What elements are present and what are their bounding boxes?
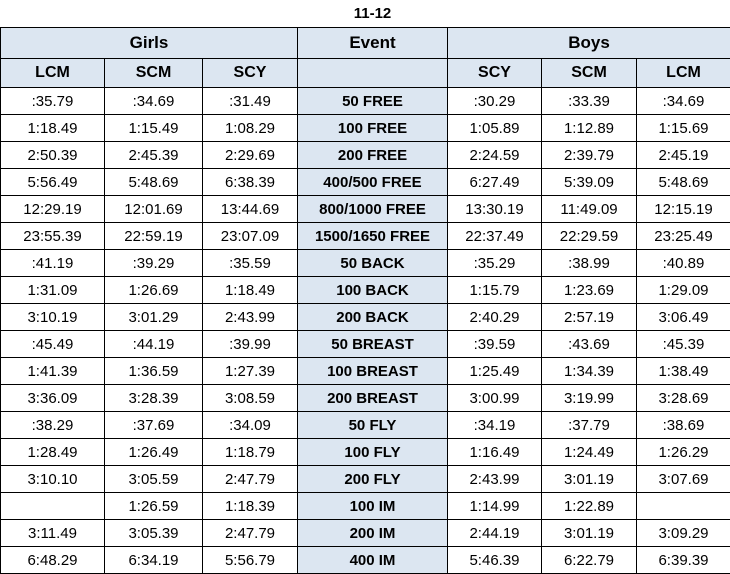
column-header-boys-scm: SCM [542,59,637,88]
girls-time-cell: 2:47.79 [203,466,298,493]
boys-time-cell: :35.29 [448,250,542,277]
girls-time-cell: 3:01.29 [105,304,203,331]
table-row [1,142,730,169]
girls-time-cell: 6:48.29 [1,547,105,574]
event-name-cell: 50 BACK [298,250,448,277]
boys-time-cell: 2:44.19 [448,520,542,547]
girls-time-cell: 3:05.39 [105,520,203,547]
table-row [1,88,730,115]
event-name-cell: 200 FREE [298,142,448,169]
event-name-cell: 1500/1650 FREE [298,223,448,250]
boys-time-cell: 5:48.69 [637,169,730,196]
girls-time-cell: 2:50.39 [1,142,105,169]
event-name-cell: 100 BACK [298,277,448,304]
event-name-cell: 400/500 FREE [298,169,448,196]
boys-time-cell: :38.99 [542,250,637,277]
boys-time-cell: 1:23.69 [542,277,637,304]
event-name-cell: 100 BREAST [298,358,448,385]
event-name-cell: 50 FREE [298,88,448,115]
boys-time-cell: 1:15.79 [448,277,542,304]
table-row [1,277,730,304]
girls-time-cell: 3:10.10 [1,466,105,493]
boys-time-cell: 2:40.29 [448,304,542,331]
title-spacer-right-2 [542,0,637,28]
girls-time-cell: :44.19 [105,331,203,358]
event-name-cell: 200 BACK [298,304,448,331]
event-name-cell: 100 IM [298,493,448,520]
girls-time-cell: 23:07.09 [203,223,298,250]
girls-time-cell: 3:05.59 [105,466,203,493]
boys-time-cell: 22:29.59 [542,223,637,250]
girls-time-cell: 2:45.39 [105,142,203,169]
girls-time-cell: 1:18.49 [1,115,105,142]
title-spacer-right-3 [637,0,730,28]
boys-time-cell: 1:24.49 [542,439,637,466]
column-header-row [1,59,730,88]
girls-time-cell: :31.49 [203,88,298,115]
girls-time-cell: 23:55.39 [1,223,105,250]
boys-time-cell [637,493,730,520]
girls-time-cell: :37.69 [105,412,203,439]
boys-time-cell: :43.69 [542,331,637,358]
boys-time-cell: 3:00.99 [448,385,542,412]
table-row [1,250,730,277]
boys-time-cell: :30.29 [448,88,542,115]
girls-time-cell: :35.59 [203,250,298,277]
boys-time-cell: 1:29.09 [637,277,730,304]
title-spacer-right-1 [448,0,542,28]
table-row [1,439,730,466]
table-row [1,412,730,439]
boys-time-cell: 3:06.49 [637,304,730,331]
boys-time-cell: 3:28.69 [637,385,730,412]
girls-time-cell: 2:43.99 [203,304,298,331]
girls-time-cell: 1:26.69 [105,277,203,304]
girls-time-cell: 1:41.39 [1,358,105,385]
table-row [1,304,730,331]
table-row [1,196,730,223]
girls-time-cell: 1:27.39 [203,358,298,385]
boys-time-cell: 11:49.09 [542,196,637,223]
page-title: 11-12 [298,0,448,28]
girls-time-cell: 1:15.49 [105,115,203,142]
boys-time-cell: 23:25.49 [637,223,730,250]
boys-time-cell: :34.69 [637,88,730,115]
boys-time-cell: :40.89 [637,250,730,277]
boys-time-cell: :37.79 [542,412,637,439]
title-spacer-left-2 [105,0,203,28]
boys-time-cell: 1:16.49 [448,439,542,466]
boys-time-cell: 2:39.79 [542,142,637,169]
boys-time-cell: 1:22.89 [542,493,637,520]
girls-time-cell: 3:28.39 [105,385,203,412]
boys-time-cell: 2:43.99 [448,466,542,493]
boys-time-cell: 3:19.99 [542,385,637,412]
girls-time-cell: 1:28.49 [1,439,105,466]
boys-time-cell: 2:45.19 [637,142,730,169]
table-row [1,169,730,196]
girls-time-cell: 5:48.69 [105,169,203,196]
column-header-boys-lcm: LCM [637,59,730,88]
table-row [1,520,730,547]
table-body [1,0,730,574]
group-header-boys: Boys [448,28,730,59]
title-row [1,0,730,28]
event-name-cell: 200 IM [298,520,448,547]
girls-time-cell: 6:34.19 [105,547,203,574]
girls-time-cell: 22:59.19 [105,223,203,250]
boys-time-cell: 2:24.59 [448,142,542,169]
title-spacer-left-1 [1,0,105,28]
table-row [1,385,730,412]
boys-time-cell: 1:26.29 [637,439,730,466]
girls-time-cell: :34.69 [105,88,203,115]
event-name-cell: 800/1000 FREE [298,196,448,223]
girls-time-cell: 3:10.19 [1,304,105,331]
girls-time-cell: 1:08.29 [203,115,298,142]
table-row [1,466,730,493]
boys-time-cell: 2:57.19 [542,304,637,331]
girls-time-cell: 12:29.19 [1,196,105,223]
event-name-cell: 200 BREAST [298,385,448,412]
title-spacer-left-3 [203,0,298,28]
girls-time-cell: 5:56.49 [1,169,105,196]
girls-time-cell: 1:18.39 [203,493,298,520]
boys-time-cell: 6:39.39 [637,547,730,574]
boys-time-cell: 1:34.39 [542,358,637,385]
girls-time-cell: 3:11.49 [1,520,105,547]
girls-time-cell: :41.19 [1,250,105,277]
boys-time-cell: 1:14.99 [448,493,542,520]
event-name-cell: 100 FREE [298,115,448,142]
event-name-cell: 400 IM [298,547,448,574]
girls-time-cell: 12:01.69 [105,196,203,223]
event-name-cell: 50 BREAST [298,331,448,358]
boys-time-cell: :38.69 [637,412,730,439]
girls-time-cell: 3:36.09 [1,385,105,412]
event-name-cell: 50 FLY [298,412,448,439]
boys-time-cell: 1:12.89 [542,115,637,142]
boys-time-cell: :45.39 [637,331,730,358]
girls-time-cell: :39.99 [203,331,298,358]
girls-time-cell: :45.49 [1,331,105,358]
girls-time-cell: :39.29 [105,250,203,277]
boys-time-cell: 5:39.09 [542,169,637,196]
boys-time-cell: 12:15.19 [637,196,730,223]
group-header-girls: Girls [1,28,298,59]
event-name-cell: 100 FLY [298,439,448,466]
girls-time-cell: 1:18.49 [203,277,298,304]
girls-time-cell: 1:26.59 [105,493,203,520]
boys-time-cell: :34.19 [448,412,542,439]
column-header-girls-scy: SCY [203,59,298,88]
girls-time-cell: :38.29 [1,412,105,439]
group-header-event: Event [298,28,448,59]
table-row [1,115,730,142]
girls-time-cell: 13:44.69 [203,196,298,223]
table-row [1,223,730,250]
girls-time-cell: 3:08.59 [203,385,298,412]
column-header-girls-lcm: LCM [1,59,105,88]
column-header-event [298,59,448,88]
girls-time-cell: 5:56.79 [203,547,298,574]
boys-time-cell: 1:05.89 [448,115,542,142]
boys-time-cell: 3:01.19 [542,466,637,493]
boys-time-cell: 1:38.49 [637,358,730,385]
boys-time-cell: 3:01.19 [542,520,637,547]
boys-time-cell: 22:37.49 [448,223,542,250]
girls-time-cell: :34.09 [203,412,298,439]
table-row [1,547,730,574]
group-header-row [1,28,730,59]
event-name-cell: 200 FLY [298,466,448,493]
boys-time-cell: 3:09.29 [637,520,730,547]
boys-time-cell: 1:15.69 [637,115,730,142]
girls-time-cell: 2:47.79 [203,520,298,547]
girls-time-cell: 6:38.39 [203,169,298,196]
boys-time-cell: 6:27.49 [448,169,542,196]
girls-time-cell: 1:31.09 [1,277,105,304]
boys-time-cell: 13:30.19 [448,196,542,223]
column-header-girls-scm: SCM [105,59,203,88]
girls-time-cell: :35.79 [1,88,105,115]
boys-time-cell: :39.59 [448,331,542,358]
boys-time-cell: 3:07.69 [637,466,730,493]
column-header-boys-scy: SCY [448,59,542,88]
boys-time-cell: 1:25.49 [448,358,542,385]
table-row [1,358,730,385]
girls-time-cell: 2:29.69 [203,142,298,169]
boys-time-cell: :33.39 [542,88,637,115]
girls-time-cell: 1:26.49 [105,439,203,466]
table-row [1,331,730,358]
girls-time-cell: 1:18.79 [203,439,298,466]
boys-time-cell: 6:22.79 [542,547,637,574]
girls-time-cell: 1:36.59 [105,358,203,385]
table-row [1,493,730,520]
boys-time-cell: 5:46.39 [448,547,542,574]
girls-time-cell [1,493,105,520]
